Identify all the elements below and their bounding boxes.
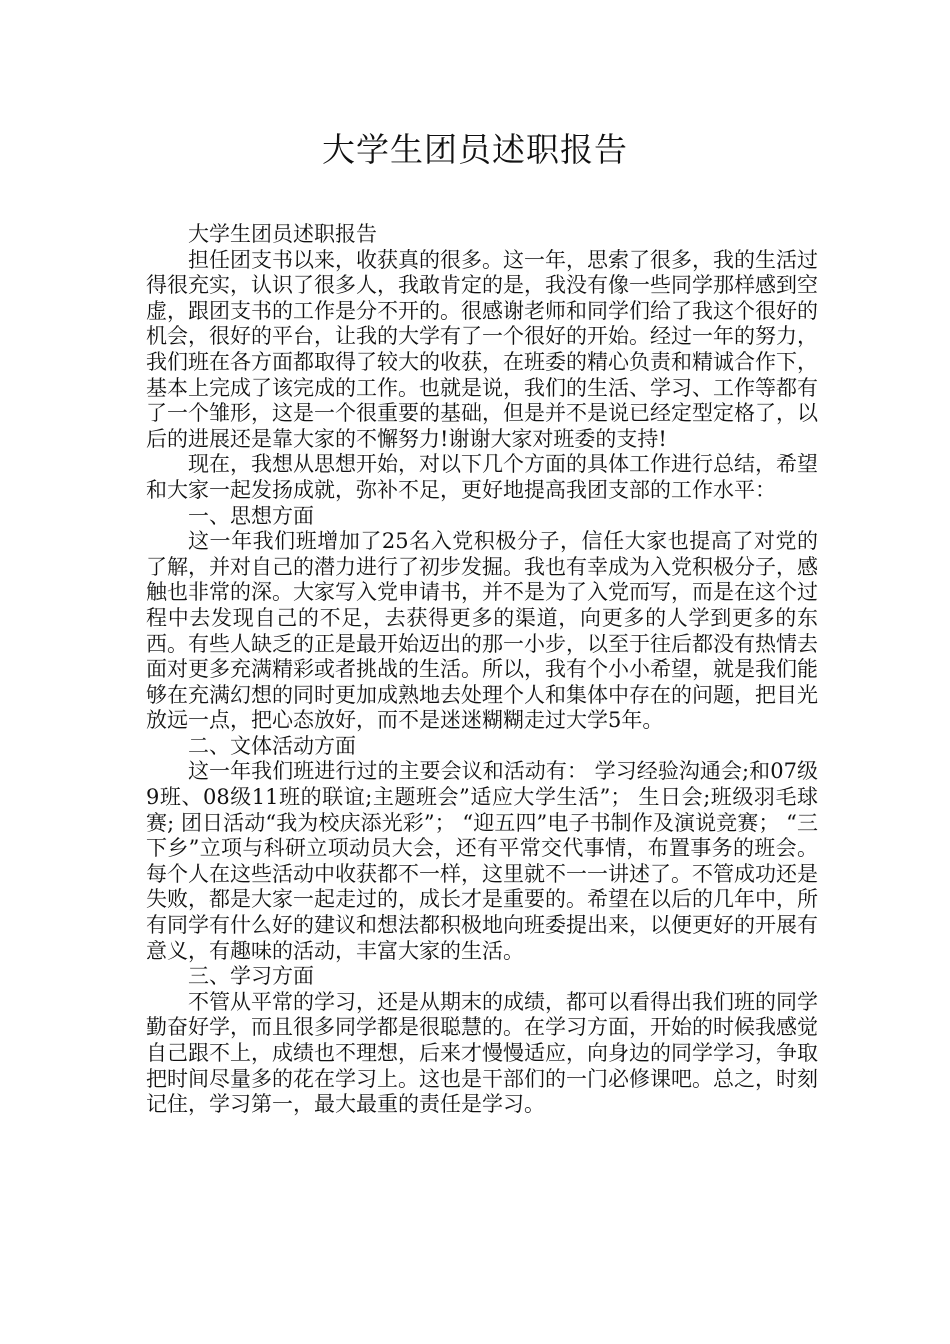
document-body bbox=[146, 222, 818, 1118]
section-paragraph-activities: 这一年我们班进行过的主要会议和活动有： 学习经验沟通会;和07级9班、08级11班的联谊;主题班会”适应大学生活”； 生日会;班级羽毛球赛; 团日活动“我为校庆添光彩”； “迎五四”电子书制作及演说竞赛； “三下乡”立项与科研立项动员大会，还有平常交代事情，布置事务的班会。每个人在这些活动中收获都不一样，这里就不一一讲述了。不管成功还是失败，都是大家一起走过的，成长才是重要的。希望在以后的几年中，所有同学有什么好的建议和想法都积极地向班委提出来，以便更好的开展有意义，有趣味的活动，丰富大家的生活。 bbox=[146, 759, 818, 963]
report-subtitle: 大学生团员述职报告 bbox=[188, 222, 377, 246]
document-title: 大学生团员述职报告 bbox=[322, 130, 628, 169]
section-heading-activities: 二、文体活动方面 bbox=[188, 733, 356, 758]
section-paragraph-thought: 这一年我们班增加了25名入党积极分子，信任大家也提高了对党的了解，并对自己的潜力进行了初步发掘。我也有幸成为入党积极分子，感触也非常的深。大家写入党申请书，并不是为了入党而写，而是在这个过程中去发现自己的不足，去获得更多的渠道，向更多的人学到更多的东西。有些人缺乏的正是最开始迈出的那一小步，以至于往后都没有热情去面对更多充满精彩或者挑战的生活。所以，我有个小小希望，就是我们能够在充满幻想的同时更加成熟地去处理个人和集体中存在的问题，把目光放远一点，把心态放好，而不是迷迷糊糊走过大学5年。 bbox=[146, 529, 818, 733]
intro-paragraph: 担任团支书以来，收获真的很多。这一年，思索了很多，我的生活过得很充实，认识了很多人，我敢肯定的是，我没有像一些同学那样感到空虚，跟团支书的工作是分不开的。很感谢老师和同学们给了我这个很好的机会，很好的平台，让我的大学有了一个很好的开始。经过一年的努力，我们班在各方面都取得了较大的收获，在班委的精心负责和精诚合作下，基本上完成了该完成的工作。也就是说，我们的生活、学习、工作等都有了一个雏形，这是一个很重要的基础，但是并不是说已经定型定格了，以后的进展还是靠大家的不懈努力!谢谢大家对班委的支持! bbox=[146, 247, 818, 451]
transition-paragraph: 现在，我想从思想开始，对以下几个方面的具体工作进行总结，希望和大家一起发扬成就，弥补不足，更好地提高我团支部的工作水平： bbox=[146, 452, 818, 502]
section-paragraph-study: 不管从平常的学习，还是从期末的成绩，都可以看得出我们班的同学勤奋好学，而且很多同学都是很聪慧的。在学习方面，开始的时候我感觉自己跟不上，成绩也不理想，后来才慢慢适应，向身边的同学学习，争取把时间尽量多的花在学习上。这也是干部们的一门必修课吧。总之，时刻记住，学习第一，最大最重的责任是学习。 bbox=[146, 989, 818, 1117]
section-heading-thought: 一、思想方面 bbox=[188, 503, 314, 528]
section-heading-study: 三、学习方面 bbox=[188, 964, 314, 989]
